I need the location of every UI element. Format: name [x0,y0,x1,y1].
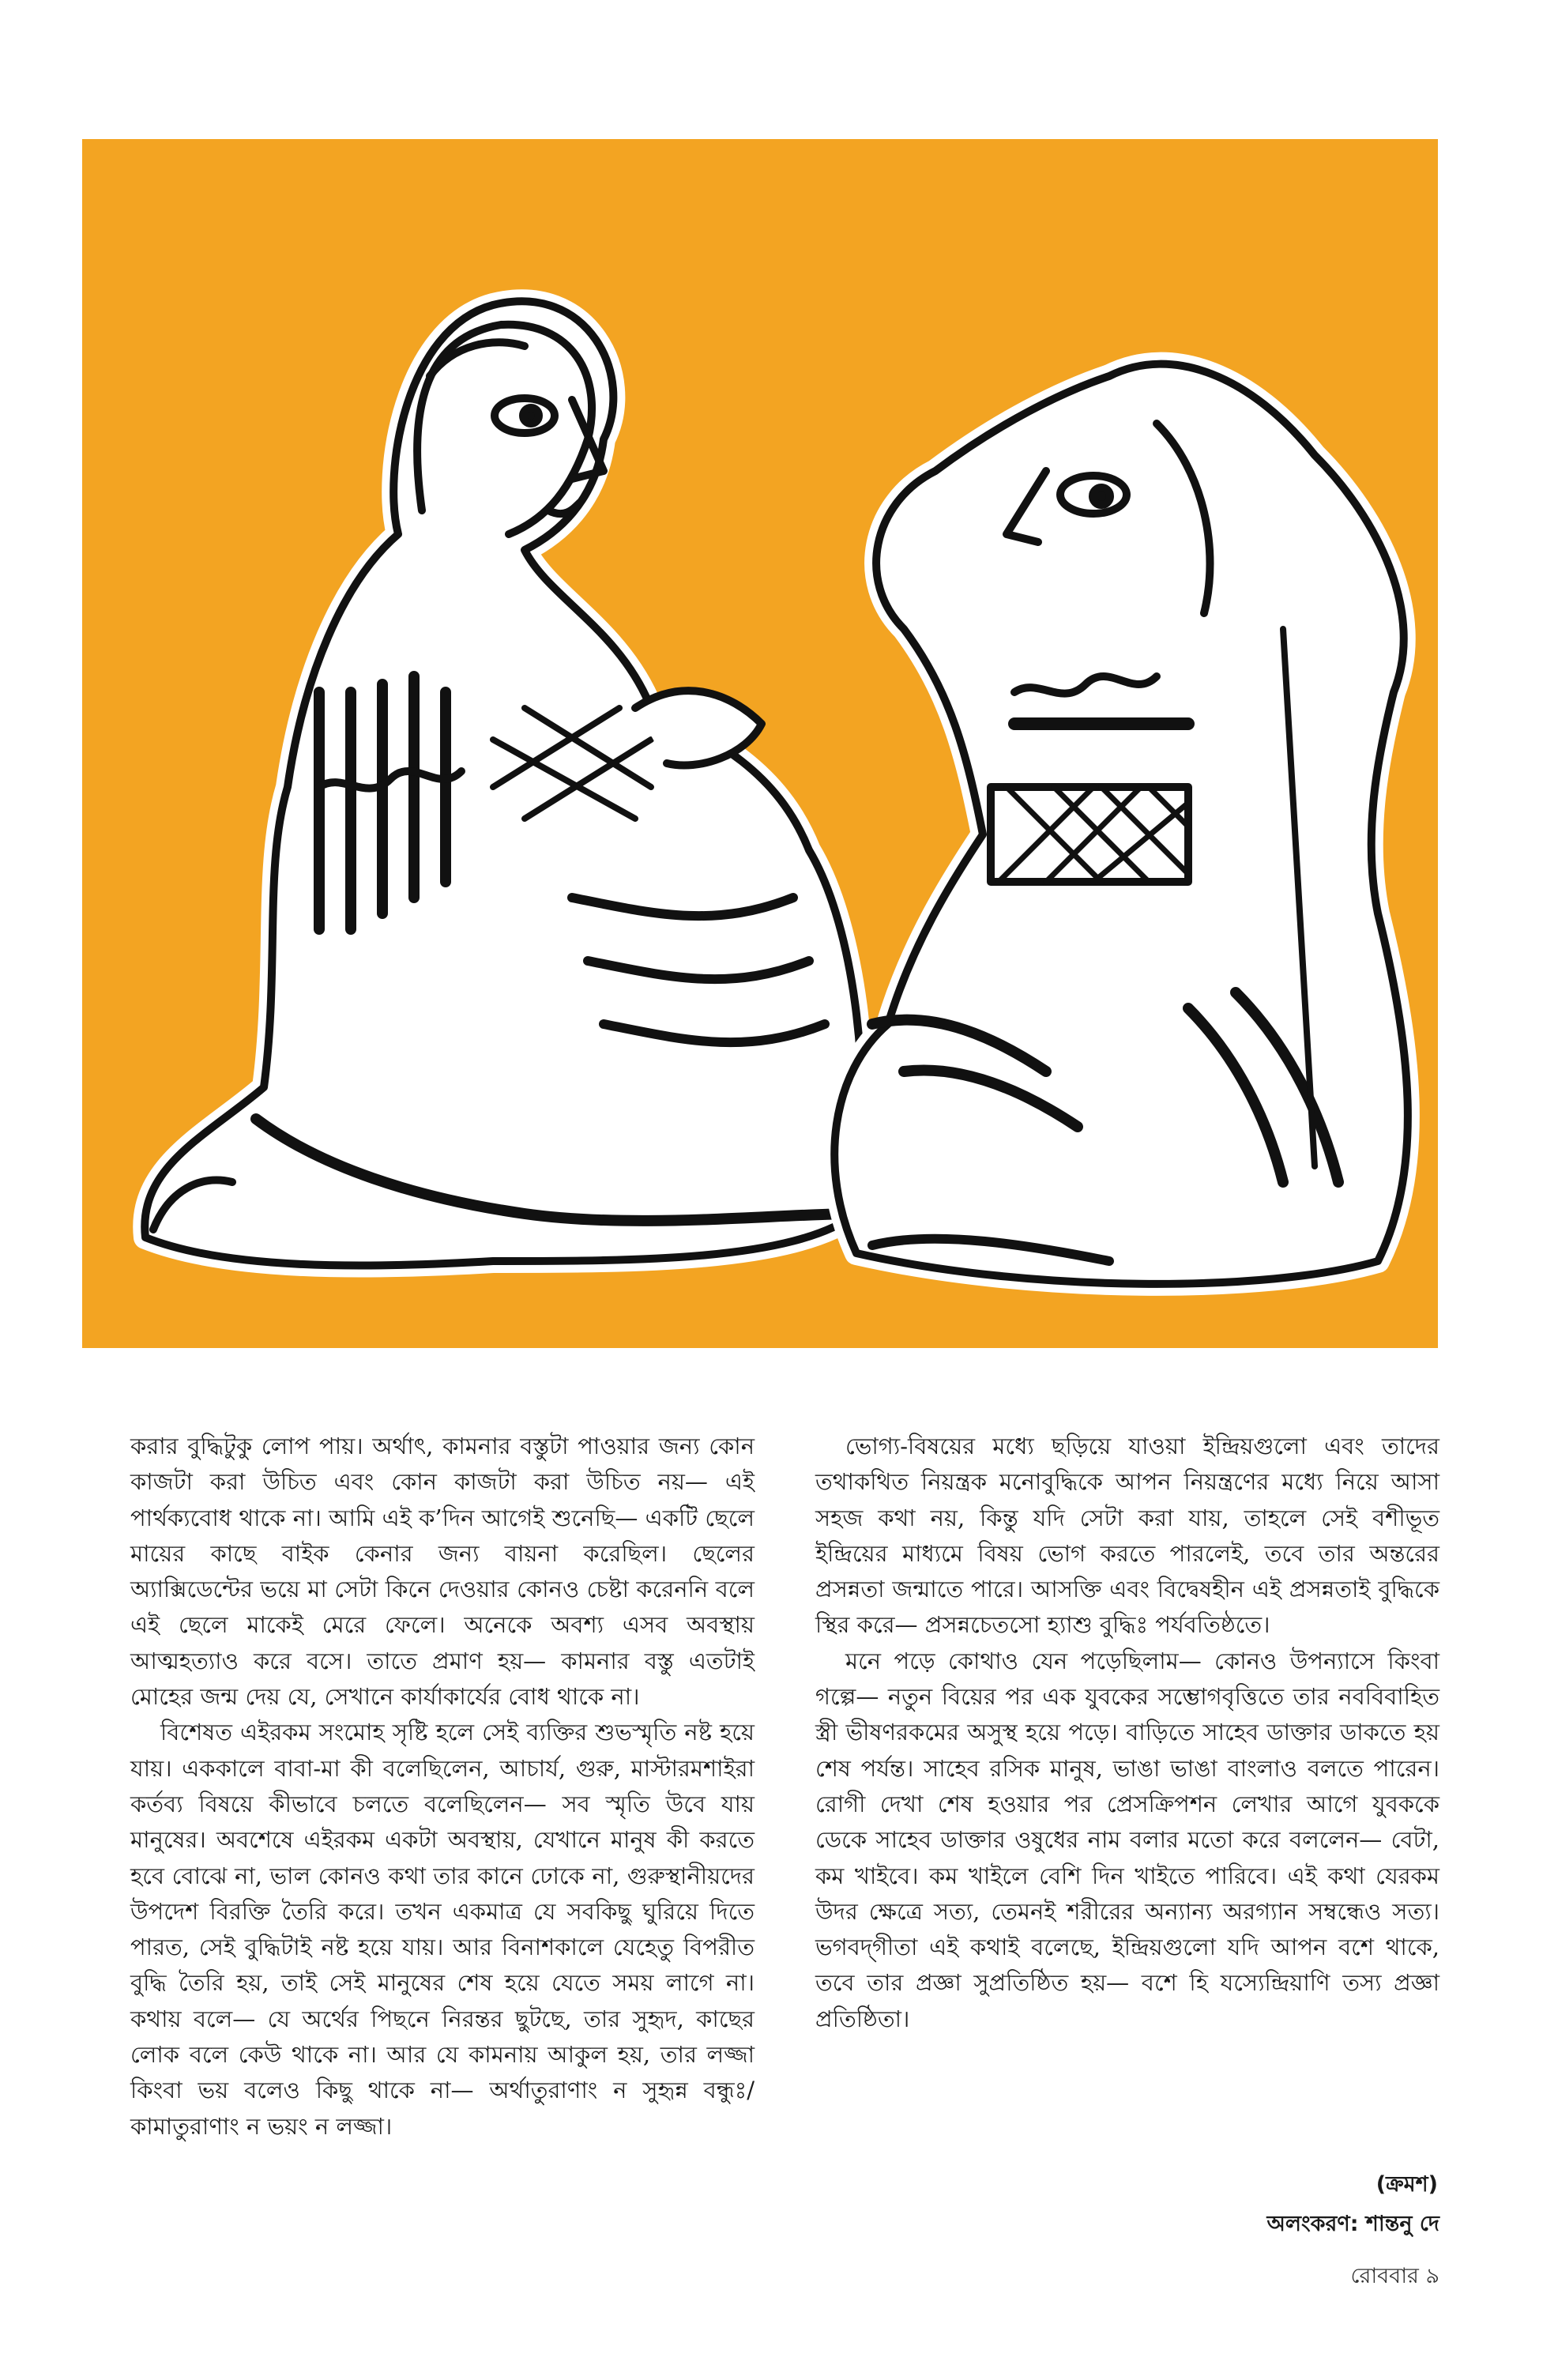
right-paragraph-2: মনে পড়ে কোথাও যেন পড়েছিলাম— কোনও উপন্যাসে কিংবা গল্পে— নতুন বিয়ের পর এক যুবকের সম্ভোগবৃত্তিতে তার নববিবাহিত স্ত্রী ভীষণরকমের অসুস্থ হয়ে পড়ে। বাড়িতে সাহেব ডাক্তার ডাকতে হয় শেষ পর্যন্ত। সাহেব রসিক মানুষ, ভাঙা ভাঙা বাংলাও বলতে পারেন। রোগী দেখা শেষ হওয়ার পর প্রেসক্রিপশন লেখার আগে যুবককে ডেকে সাহেব ডাক্তার ওষুধের নাম বলার মতো করে বললেন— বেটা, কম খাইবে। কম খাইলে বেশি দিন খাইতে পারিবে। এই কথা যেরকম উদর ক্ষেত্রে সত্য, তেমনই শরীরের অন্যান্য অরগ্যান সম্বন্ধেও সত্য। ভগবদ্‌গীতা এই কথাই বলেছে, ইন্দ্রিয়গুলো যদি আপন বশে থাকে, তবে তার প্রজ্ঞা সুপ্রতিষ্ঠিত হয়— বশে হি যস্যেন্দ্রিয়াণি তস্য প্রজ্ঞা প্রতিষ্ঠিতা। [815,1647,1439,2032]
continued-note: (ক্রমশ) [1375,2172,1438,2197]
article-left-column [130,1429,755,2145]
left-paragraph-1: করার বুদ্ধিটুকু লোপ পায়। অর্থাৎ, কামনার বস্তুটা পাওয়ার জন্য কোন কাজটা করা উচিত এবং কোন কাজটা করা উচিত নয়— এই পার্থক্যবোধ থাকে না। আমি এই ক’দিন আগেই শুনেছি— একটি ছেলে মায়ের কাছে বাইক কেনার জন্য বায়না করেছিল। ছেলের অ্যাক্সিডেন্টের ভয়ে মা সেটা কিনে দেওয়ার কোনও চেষ্টা করেননি বলে এই ছেলে মাকেই মেরে ফেলে। অনেকে অবশ্য এসব অবস্থায় আত্মহত্যাও করে বসে। তাতে প্রমাণ হয়— কামনার বস্তু এতটাই মোহের জন্ম দেয় যে, সেখানে কার্যাকার্যের বোধ থাকে না। [130,1433,755,1711]
right-paragraph-1: ভোগ্য-বিষয়ের মধ্যে ছড়িয়ে যাওয়া ইন্দ্রিয়গুলো এবং তাদের তথাকথিত নিয়ন্ত্রক মনোবুদ্ধিকে আপন নিয়ন্ত্রণের মধ্যে নিয়ে আসা সহজ কথা নয়, কিন্তু যদি সেটা করা যায়, তাহলে সেই বশীভূত ইন্দ্রিয়ের মাধ্যমে বিষয় ভোগ করতে পারলেই, তবে তার অন্তরের প্রসন্নতা জন্মাতে পারে। আসক্তি এবং বিদ্বেষহীন এই প্রসন্নতাই বুদ্ধিকে স্থির করে— প্রসন্নচেতসো হ্যাশু বুদ্ধিঃ পর্যবতিষ্ঠতে। [815,1433,1439,1639]
illustration-credit: অলংকরণ: শান্তনু দে [1266,2212,1439,2236]
article-right-column [815,1429,1439,2037]
page-folio: রোববার ৯ [1350,2264,1439,2288]
folk-art-illustration [82,139,1438,1348]
left-paragraph-2: বিশেষত এইরকম সংমোহ সৃষ্টি হলে সেই ব্যক্তির শুভস্মৃতি নষ্ট হয়ে যায়। এককালে বাবা-মা কী বলেছিলেন, আচার্য, গুরু, মাস্টারমশাইরা কর্তব্য বিষয়ে কীভাবে চলতে বলেছিলেন— সব স্মৃতি উবে যায় মানুষের। অবশেষে এইরকম একটা অবস্থায়, যেখানে মানুষ কী করতে হবে বোঝে না, ভাল কোনও কথা তার কানে ঢোকে না, গুরুস্থানীয়দের উপদেশ বিরক্তি তৈরি করে। তখন একমাত্র যে সবকিছু ঘুরিয়ে দিতে পারত, সেই বুদ্ধিটাই নষ্ট হয়ে যায়। আর বিনাশকালে যেহেতু বিপরীত বুদ্ধি তৈরি হয়, তাই সেই মানুষের শেষ হয়ে যেতে সময় লাগে না। কথায় বলে— যে অর্থের পিছনে নিরন্তর ছুটছে, তার সুহৃদ, কাছের লোক বলে কেউ থাকে না। আর যে কামনায় আকুল হয়, তার লজ্জা কিংবা ভয় বলেও কিছু থাকে না— অর্থাতুরাণাং ন সুহৃন্ন বন্ধুঃ/ কামাতুরাণাং ন ভয়ং ন লজ্জা। [130,1719,755,2140]
illustration-svg [82,139,1438,1348]
